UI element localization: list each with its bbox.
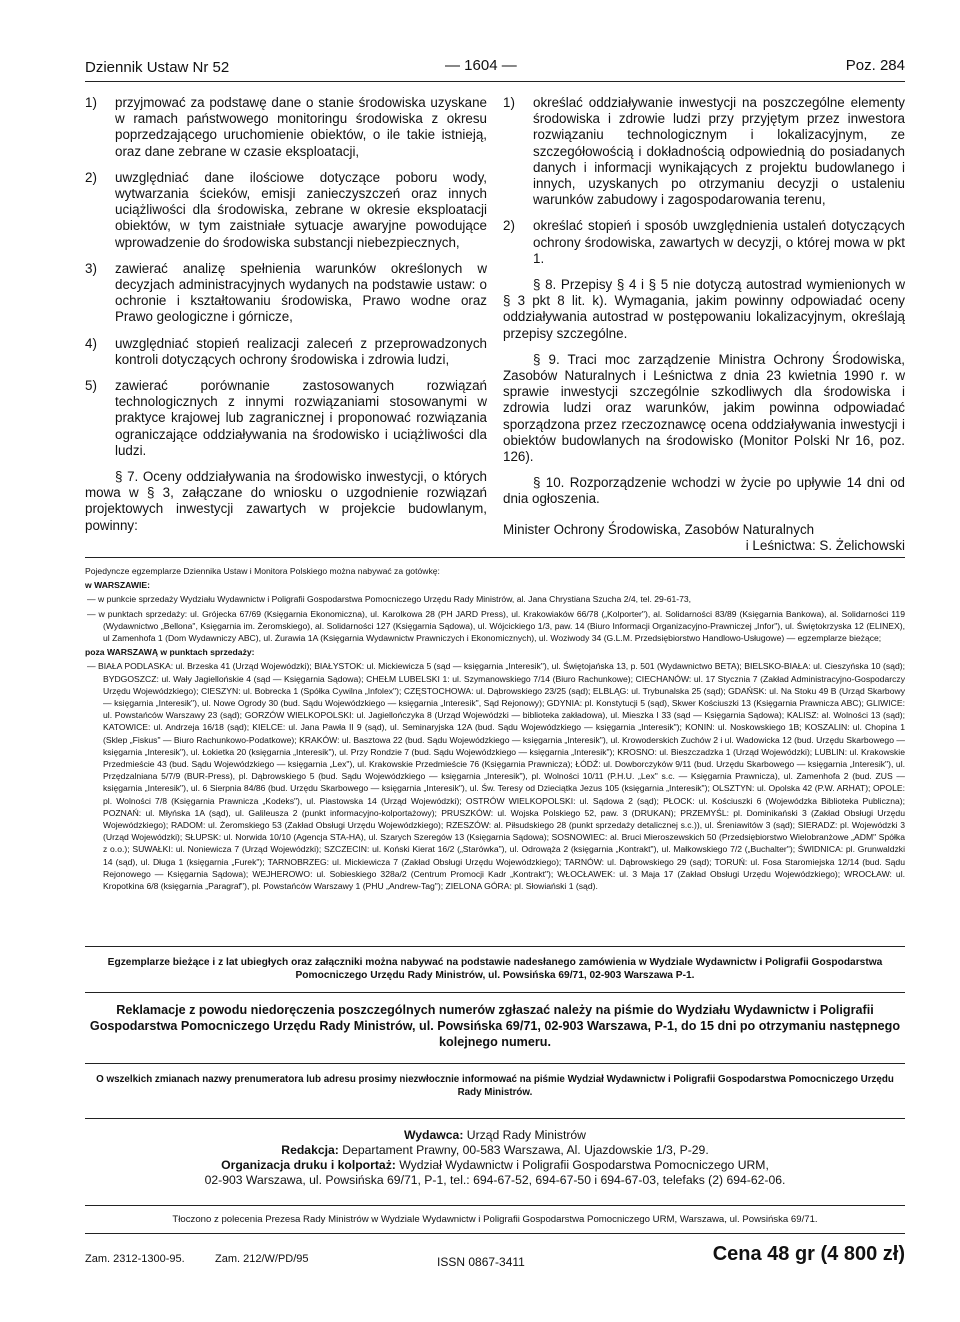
warsaw-point-2: — w punktach sprzedaży: ul. Grójecka 67/69 (Księgarnia Ekonomiczna), ul. Karolkowa 28 (PH JARD Press), ul. Krakowiaków 66/78 („Kolporter"), al. Solidarności 83/89 (Księgarnia Bankowa), al. Solidarności 119 (Wydawnictwo „Bellona", Księgarnia im. Żeromskiego), al. Solidarności 127 (Księgarnia Sądowa), ul. Wójcickiego 1/3, paw. 14 (Biuro Informacji Organizacyjno-Prawniczej „Infor"), ul. Świętokrzyska 12 (ELINEX), ul Zamenhofa 1 (Dom Wydawniczy ABC), ul. Żurawia 1A (Księgarnia Wydawnictw Prawniczych i Ekonomicznych), ul. Woziwody 34 (G.L.M. Przedsiębiorstwo Handlowo-Usługowe) — egzemplarze bieżące;	[87, 608, 905, 644]
page-number: — 1604 —	[445, 57, 517, 74]
section-rule	[85, 557, 905, 558]
notice-rule-3	[85, 1063, 905, 1064]
editorial-label: Redakcja:	[281, 1143, 339, 1157]
paragraph-9: § 9. Traci moc zarządzenie Ministra Ochrony Środowiska, Zasobów Naturalnych i Leśnictwa z dnia 23 kwietnia 1990 r. w sprawie inwestycji szczególnie szkodliwych dla środowiska i zdrowia ludzi oraz warunków, jakim powinna odpowiadać sporządzona przez rzeczoznawcę ocena oddziaływania inwestycji i obiektów budowlanych na środowisko (Monitor Polski Nr 16, poz. 126).	[503, 351, 905, 465]
list-item: 4) uwzględniać stopień realizacji zaleceń z przeprowadzonych kontroli dotyczących ochrony środowiska i zdrowia ludzi,	[85, 335, 487, 367]
address-line: 02-903 Warszawa, ul. Powsińska 69/71, P-1, tel.: 694-67-52, 694-67-50 i 694-67-03, telefaks (2) 694-62-06.	[204, 1173, 786, 1187]
paragraph-8: § 8. Przepisy § 4 i § 5 nie dotyczą autostrad wymienionych w § 3 pkt 8 lit. k). Wymagania, jakim powinny odpowiadać oceny oddziaływania autostrad w postępowaniu lokalizacyjnym, określają przepisy szczególne.	[503, 277, 905, 341]
signature-line-1: Minister Ochrony Środowiska, Zasobów Naturalnych	[503, 521, 815, 537]
list-item: 5) zawierać porównanie zastosowanych rozwiązań technologicznych z innymi rozwiązaniami stosowanymi w praktyce krajowej lub zagranicznej i proponować rozwiązania ograniczające oddziaływania na środowisko i uciążliwości dla ludzi.	[85, 378, 487, 458]
list-item: 2) uwzględniać dane ilościowe dotyczące poboru wody, wytwarzania ścieków, emisji zanieczyszczeń oraz innych uciążliwości dla środowiska, zebrane w okresie eksploatacji obiektów, w tym zaistniałe sytuacje awaryjne powodujące wprowadzenie do środowiska substancji niebezpiecznych,	[85, 169, 487, 250]
current-copies-notice: Egzemplarze bieżące i z lat ubiegłych oraz załączniki można nabywać na podstawie nadesłanego zamówienia w Wydziale Wydawnictw i Poligrafii Gospodarstwa Pomocniczego Urzędu Rady Ministrów, ul. Powsińska 69/71, 02-903 Warszawa P-1.	[107, 957, 883, 981]
paragraph-7: § 7. Oceny oddziaływania na środowisko inwestycji, o których mowa w § 3, załączane do wniosku o uzgodnienie rozwiązań projektowych inwestycji zawartych w projekcie budowlanym, powinny:	[85, 469, 487, 533]
printed-note: Tłoczono z polecenia Prezesa Rady Ministrów w Wydziale Wydawnictw i Poligrafii Gospodarstwa Pomocniczego URM, Warszawa, ul. Powsińska 69/71.	[172, 1214, 818, 1225]
price: Cena 48 gr (4 800 zł)	[712, 1243, 905, 1265]
list-item: 3) zawierać analizę spełnienia warunków określonych w decyzjach administracyjnych wydanych na podstawie ustaw: o ochronie i kształtowaniu środowiska, Prawo wodne oraz Prawo geologiczne i górnicze,	[85, 260, 487, 325]
order-number-1: Zam. 2312-1300-95.	[85, 1253, 185, 1265]
page-footer	[85, 1243, 905, 1273]
publisher-info	[85, 1128, 905, 1188]
printing-value: Wydział Wydawnictw i Poligrafii Gospodarstwa Pomocniczego URM,	[399, 1158, 769, 1172]
warsaw-label: w WARSZAWIE:	[85, 580, 150, 591]
printed-rule	[85, 1205, 905, 1206]
notice-rule-1	[85, 946, 905, 947]
complaints-notice: Reklamacje z powodu niedoręczenia poszczególnych numerów zgłaszać należy na piśmie do Wydziału Wydawnictw i Poligrafii Gospodarstwa Pomocniczego Urzędu Rady Ministrów, ul. Powsińska 69/71, 02-903 Warszawa, P-1, do 15 dni po otrzymaniu następnego kolejnego numeru.	[89, 1003, 901, 1049]
issn: ISSN 0867-3411	[437, 1255, 525, 1269]
publisher-label: Wydawca:	[404, 1128, 464, 1142]
list-item: 1) przyjmować za podstawę dane o stanie środowiska uzyskane w ramach państwowego monitoringu środowiska z okresu poprzedzającego uruchomienie obiektów, o ile takie istnieją, oraz dane zebrane w czasie eksploatacji,	[85, 95, 487, 159]
notice-rule-4	[85, 1118, 905, 1119]
footer-rule	[85, 1233, 905, 1234]
list-item: 1) określać oddziaływanie inwestycji na poszczególne elementy środowiska i zdrowie ludzi przy przyjętym przez inwestora rozwiązaniu technologicznym i lokalizacyjnym, ze szczegółowością i dokładnością odpowiednią do posiadanych danych i informacji wynikających z projektu budowlanego i innych, uzyskanych po otrzymaniu decyzji o ustaleniu warunków zabudowy i zagospodarowania terenu,	[503, 95, 905, 208]
left-column	[85, 95, 487, 544]
printing-label: Organizacja druku i kolportaż:	[221, 1158, 396, 1172]
notice-rule-2	[85, 992, 905, 993]
publisher-value: Urząd Rady Ministrów	[466, 1128, 586, 1142]
editorial-value: Departament Prawny, 00-583 Warszawa, Al. Ujazdowskie 1/3, P-29.	[342, 1143, 709, 1157]
page-header	[85, 57, 905, 81]
warsaw-point-1: — w punkcie sprzedaży Wydziału Wydawnictw i Poligrafii Gospodarstwa Pomocniczego Urzędu Rady Ministrów, al. Jana Chrystiana Szucha 2/4, tel. 29-61-73,	[87, 594, 692, 605]
signature-line-2: i Leśnictwa: S. Żelichowski	[745, 537, 905, 553]
right-column	[503, 95, 905, 554]
changes-notice: O wszelkich zmianach nazwy prenumeratora lub adresu prosimy niezwłocznie informować na piśmie Wydział Wydawnictw i Poligrafii Gospodarstwa Pomocniczego Urzędu Rady Ministrów.	[96, 1074, 894, 1098]
order-number-2: Zam. 212/W/PD/95	[215, 1253, 309, 1265]
journal-title: Dziennik Ustaw Nr 52	[85, 59, 230, 76]
position-number: Poz. 284	[845, 57, 905, 74]
paragraph-10: § 10. Rozporządzenie wchodzi w życie po upływie 14 dni od dnia ogłoszenia.	[503, 475, 905, 507]
sales-points	[85, 565, 905, 894]
list-item: 2) określać stopień i sposób uwzględnienia ustaleń dotyczących ochrony środowiska, zawartych w decyzji, o której mowa w pkt 1.	[503, 218, 905, 266]
sales-intro: Pojedyncze egzemplarze Dziennika Ustaw i Monitora Polskiego można nabywać za gotówkę:	[85, 566, 440, 576]
outside-warsaw-points: — BIAŁA PODLASKA: ul. Brzeska 41 (Urząd Wojewódzki); BIAŁYSTOK: ul. Mickiewicza 5 (sąd — księgarnia „Interesik"), ul. Świętojańska 13, p. 501 (Wydawnictwo BETA); BIELSKO-BIAŁA: ul. Cieszyńska 10 (sąd); BYDGOSZCZ: ul. Wały Jagiellońskie 4 (sąd — Księgarnia Sądowa); CHEŁM LUBELSKI 1: ul. Szymanowskiego 7/14 (Biuro Rachunkowe); CIECHANÓW: ul. 17 Stycznia 7 (Zakład Administracyjno-Gospodarczy Urzędu Wojewódzkiego); CIESZYN: ul. Bobrecka 1 (Spółka Cywilna „Infolex"); CZĘSTOCHOWA: ul. Dąbrowskiego 23/25 (sąd); ELBLĄG: ul. Trybunalska 25 (sąd); GDAŃSK: ul. Na Stoku 49 B (Urząd Skarbowy — księgarnia „Interesik"), ul. Nowe Ogrody 30 (bud. Sądu Wojewódzkiego — księgarnia „Interesik", Sąd Rejonowy); GDYNIA: pl. Konstytucji 5 (sąd), Skwer Kościuszki 13 (Księgarnia Prawnicza ABC); GLIWICE: ul. Powstańców Warszawy 23 (sąd); GORZÓW WIELKOPOLSKI: ul. Jagiellończyka 8 (Urząd Wojewódzki — biblioteka zakładowa), ul. Mieszka I 33 (sąd — Księgarnia Sądowa); KALISZ: al. Wolności 13 (sąd); KATOWICE: ul. Andrzeja 16/18 (sąd); KIELCE: ul. Jana Pawła II 9 (sąd), ul. Seminaryjska 12A (bud. Sądu Wojewódzkiego — księgarnia „Interesik"); KONIN: ul. Noskowskiego 1B; KOSZALIN: ul. Chopina 1 (Sklep „Fiskus" — Biuro Rachunkowo-Podatkowe); KRAKÓW: ul. Basztowa 22 (bud. Sądu Wojewódzkiego — księgarnia „Interesik"), ul. Krowoderskich Zuchów 2 i ul. Wadowicka 12 (bud. Urzędu Skarbowego — księgarnia „Interesik"), ul. Łokietka 20 (księgarnia „Interesik"), ul. Przy Rondzie 7 (bud. Sądu Wojewódzkiego — księgarnia „Interesik"); KROSNO: ul. Bieszczadzka 1 (Urząd Wojewódzki); LUBLIN: ul. Krakowskie Przedmieście 43 (bud. Sądu Wojewódzkiego — księgarnia „Lex"), ul. Krakowskie Przedmieście 76 (Księgarnia Prawnicza); ŁÓDŹ: ul. Dowborczyków 9/11 (bud. Urzędu Skarbowego — księgarnia „Interesik"), ul. Przędzalniana 5/7/9 (BUR-Press), pl. Dąbrowskiego 5 (bud. Sądu Wojewódzkiego — księgarnia „Interesik"), pl. Wolności 10/11 (P.H.U. „Lex" s.c. — Księgarnia Prawnicza), ul. Zamenhofa 2 (bud. ZUS — księgarnia „Interesik"), ul. 6 Sierpnia 84/86 (bud. Urzędu Skarbowego — księgarnia „Interesik"), ul. Św. Teresy od Dzieciątka Jezus 105 (księgarnia „Interesik"); OLSZTYN: ul. Opolska 42 (P.W. ARHAT); OPOLE: pl. Wolności 7/8 (Księgarnia Prawnicza „Kodeks"), ul. Piastowska 14 (Urząd Wojewódzki); OSTRÓW WIELKOPOLSKI: ul. Sądowa 2 (sąd); PŁOCK: ul. Kościuszki 6 (Wojewódzka Biblioteka Publiczna); POZNAŃ: ul. Młyńska 1A (sąd), ul. Galileusza 2 (punkt informacyjno-kolportażowy); PRUSZKÓW: ul. Wojska Polskiego 52, paw. 3 (DRUKAN); PRZEMYŚL: pl. Dominikański 3 (Zakład Obsługi Urzędu Wojewódzkiego); RADOM: ul. Żeromskiego 53 (Zakład Obsługi Urzędu Wojewódzkiego); RZESZÓW: al. Piłsudskiego 28 (punkt sprzedaży detalicznej s.c.)), ul. Śreniawitów 3 (sąd); SIERADZ: pl. Wojewódzki 3 (Urząd Wojewódzki); SŁUPSK: ul. Norwida 10/10 (Agencja STA-HA), ul. Szarych Szeregów 13 (Księgarnia Sądowa); SOSNOWIEC: al. Bruci Mieroszewskich 50 (Przedsiębiorstwo Wielobranżowe „ADM" Spółka z o.o.); SUWAŁKI: ul. Noniewicza 7 (Urząd Wojewódzki); SZCZECIN: ul. Koński Kierat 16/2 („Starówka"), ul. Odrowąża 2 (księgarnia „Kontrakt"), ul. Małkowskiego 7/2 („Buchalter"); ŚWIDNICA: pl. Grunwaldzki 14 (sąd), ul. Długa 1 (księgarnia „Furek"); TARNOBRZEG: ul. Mickiewicza 7 (Zakład Obsługi Urzędu Wojewódzkiego); TARNÓW: ul. Dąbrowskiego 29 (sąd); TORUŃ: ul. Fosa Staromiejska 12/14 (bud. Sądu Rejonowego — Księgarnia Sądowa); WEJHEROWO: ul. Sobieskiego 328a/2 (Centrum Promocji Kadr „Kontrakt"); WŁOCŁAWEK: ul. 3 Maja 17 (Zakład Obsługi Urzędu Wojewódzkiego); WROCŁAW: ul. Kropotkina 6/8 (księgarnia „Paragraf"), pl. Powstańców Warszawy 1 (PHU „Andrew-Tag"); ZIELONA GÓRA: pl. Słowiański 1 (sąd).	[87, 661, 905, 892]
outside-warsaw-label: poza WARSZAWĄ w punktach sprzedaży:	[85, 647, 255, 658]
signature-block	[503, 522, 905, 554]
header-rule	[85, 81, 905, 82]
